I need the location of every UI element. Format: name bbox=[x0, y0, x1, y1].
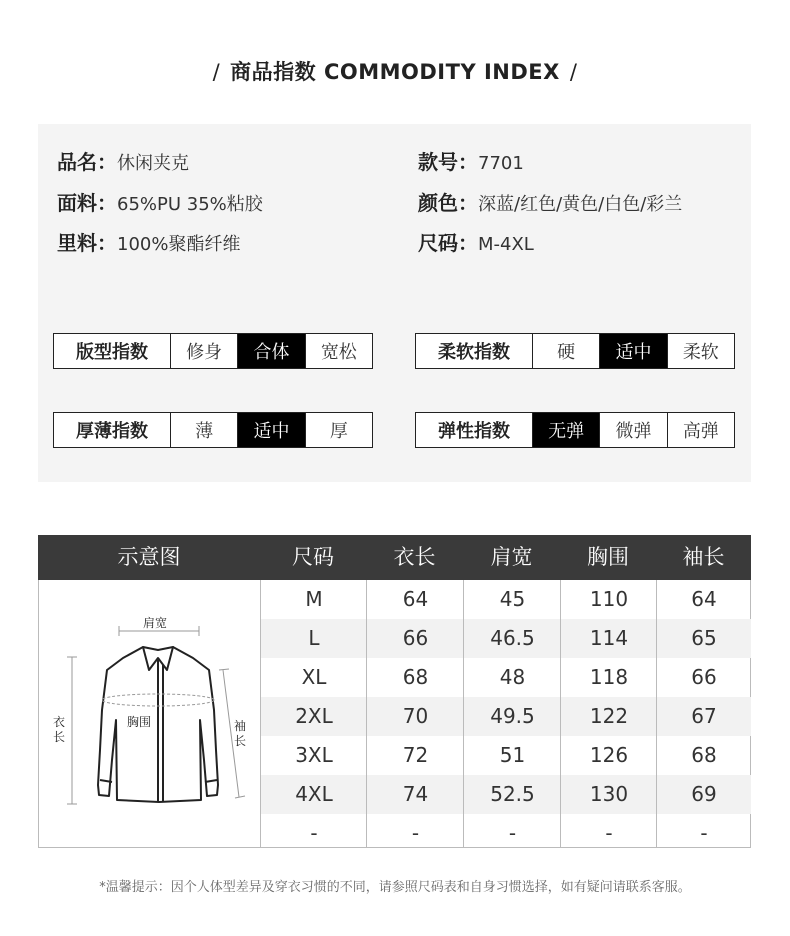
cell-shoulder: 52.5 bbox=[490, 782, 535, 806]
index-thickness-option: 厚 bbox=[329, 421, 348, 442]
shirt-diagram bbox=[39, 580, 261, 847]
header-chest: 胸围 bbox=[587, 545, 629, 569]
diagram-label-shoulder: 肩宽 bbox=[143, 616, 168, 630]
cell-size: XL bbox=[301, 665, 327, 689]
index-fit-option: 宽松 bbox=[320, 342, 357, 363]
index-elasticity-option: 无弹 bbox=[533, 413, 600, 447]
index-softness-option: 柔软 bbox=[682, 342, 719, 363]
index-thickness-option: 适中 bbox=[238, 413, 305, 447]
page-title bbox=[0, 56, 790, 86]
index-fit-name: 版型指数 bbox=[54, 334, 171, 368]
cell-length: 74 bbox=[402, 782, 429, 806]
cell-shoulder: 51 bbox=[499, 743, 526, 767]
info-name-value: 休闲夹克 bbox=[117, 153, 189, 174]
cell-shoulder: 46.5 bbox=[490, 626, 535, 650]
cell-length: 70 bbox=[402, 704, 429, 728]
title-slash-left: / bbox=[212, 60, 221, 84]
footer-note: *温馨提示：因个人体型差异及穿衣习惯的不同，请参照尺码表和自身习惯选择，如有疑问请联系客服。 bbox=[99, 880, 691, 895]
cell-sleeve: - bbox=[700, 821, 708, 845]
size-table-body bbox=[38, 580, 751, 848]
index-softness-option: 适中 bbox=[600, 334, 667, 368]
cell-chest: 114 bbox=[589, 626, 629, 650]
index-elasticity-option: 高弹 bbox=[682, 421, 719, 442]
cell-chest: 118 bbox=[589, 665, 629, 689]
info-size-label: 尺码： bbox=[418, 231, 478, 255]
cell-shoulder: 48 bbox=[499, 665, 526, 689]
table-row bbox=[261, 658, 751, 697]
info-style-value: 7701 bbox=[478, 153, 524, 174]
column-divider bbox=[463, 580, 464, 848]
info-style-label: 款号： bbox=[418, 150, 478, 174]
cell-sleeve: 69 bbox=[691, 782, 717, 806]
cell-chest: 126 bbox=[589, 743, 629, 767]
info-style bbox=[418, 149, 524, 175]
index-elasticity bbox=[415, 412, 735, 448]
index-softness bbox=[415, 333, 735, 369]
cell-chest: 130 bbox=[589, 782, 629, 806]
title-text: 商品指数 COMMODITY INDEX bbox=[230, 60, 560, 84]
cell-chest: 110 bbox=[589, 587, 629, 611]
cell-chest: - bbox=[605, 821, 613, 845]
header-shoulder: 肩宽 bbox=[490, 545, 533, 569]
diagram-label-length-bottom: 长 bbox=[53, 730, 66, 744]
column-divider bbox=[366, 580, 367, 848]
cell-size: 2XL bbox=[295, 704, 333, 728]
index-thickness-option: 薄 bbox=[171, 413, 238, 447]
info-size bbox=[418, 230, 534, 256]
info-name bbox=[57, 149, 189, 175]
table-row bbox=[261, 736, 751, 775]
info-fabric-label: 面料： bbox=[57, 191, 117, 215]
index-thickness-name: 厚薄指数 bbox=[54, 413, 171, 447]
size-table-header bbox=[38, 535, 751, 580]
cell-sleeve: 67 bbox=[691, 704, 717, 728]
title-slash-right: / bbox=[569, 60, 578, 84]
info-lining-value: 100%聚酯纤维 bbox=[117, 234, 241, 255]
cell-shoulder: 49.5 bbox=[490, 704, 535, 728]
cell-size: 4XL bbox=[295, 782, 333, 806]
cell-length: 68 bbox=[402, 665, 429, 689]
cell-size: 3XL bbox=[295, 743, 333, 767]
index-elasticity-option: 微弹 bbox=[600, 413, 667, 447]
index-softness-option: 硬 bbox=[533, 334, 600, 368]
size-table bbox=[38, 535, 751, 848]
cell-shoulder: 45 bbox=[499, 587, 526, 611]
diagram-label-length-top: 衣 bbox=[53, 715, 66, 729]
column-divider bbox=[656, 580, 657, 848]
cell-size: M bbox=[305, 587, 323, 611]
cell-length: 72 bbox=[402, 743, 429, 767]
info-lining-label: 里料： bbox=[57, 231, 117, 255]
cell-sleeve: 65 bbox=[691, 626, 717, 650]
info-lining bbox=[57, 230, 240, 256]
info-color-value: 深蓝/红色/黄色/白色/彩兰 bbox=[478, 194, 683, 215]
cell-chest: 122 bbox=[589, 704, 629, 728]
table-row bbox=[261, 697, 751, 736]
cell-size: - bbox=[310, 821, 318, 845]
diagram-label-chest: 胸围 bbox=[127, 715, 152, 729]
diagram-label-sleeve-bottom: 长 bbox=[234, 734, 247, 748]
cell-sleeve: 68 bbox=[691, 743, 717, 767]
info-color bbox=[418, 190, 682, 216]
table-row bbox=[261, 619, 751, 658]
info-size-value: M-4XL bbox=[478, 234, 534, 255]
header-size: 尺码 bbox=[292, 545, 334, 569]
header-sleeve: 袖长 bbox=[682, 545, 725, 569]
info-color-label: 颜色： bbox=[418, 191, 478, 215]
index-fit-option: 合体 bbox=[238, 334, 305, 368]
cell-sleeve: 66 bbox=[691, 665, 717, 689]
index-softness-name: 柔软指数 bbox=[416, 334, 533, 368]
header-diagram: 示意图 bbox=[117, 545, 181, 569]
cell-shoulder: - bbox=[508, 821, 517, 845]
info-name-label: 品名： bbox=[57, 150, 117, 174]
index-thickness bbox=[53, 412, 373, 448]
diagram-label-sleeve-top: 袖 bbox=[234, 719, 247, 733]
header-length: 衣长 bbox=[393, 545, 436, 569]
cell-length: - bbox=[411, 821, 420, 845]
info-fabric-value: 65%PU 35%粘胶 bbox=[117, 194, 263, 215]
cell-length: 66 bbox=[402, 626, 429, 650]
table-row bbox=[261, 814, 751, 847]
index-elasticity-name: 弹性指数 bbox=[416, 413, 533, 447]
cell-size: L bbox=[308, 626, 320, 650]
index-fit bbox=[53, 333, 373, 369]
index-fit-option: 修身 bbox=[171, 334, 238, 368]
table-row bbox=[261, 775, 751, 814]
info-panel bbox=[38, 124, 751, 482]
column-divider bbox=[560, 580, 561, 848]
cell-sleeve: 64 bbox=[691, 587, 717, 611]
cell-length: 64 bbox=[402, 587, 429, 611]
info-fabric bbox=[57, 190, 263, 216]
table-row bbox=[261, 580, 751, 619]
